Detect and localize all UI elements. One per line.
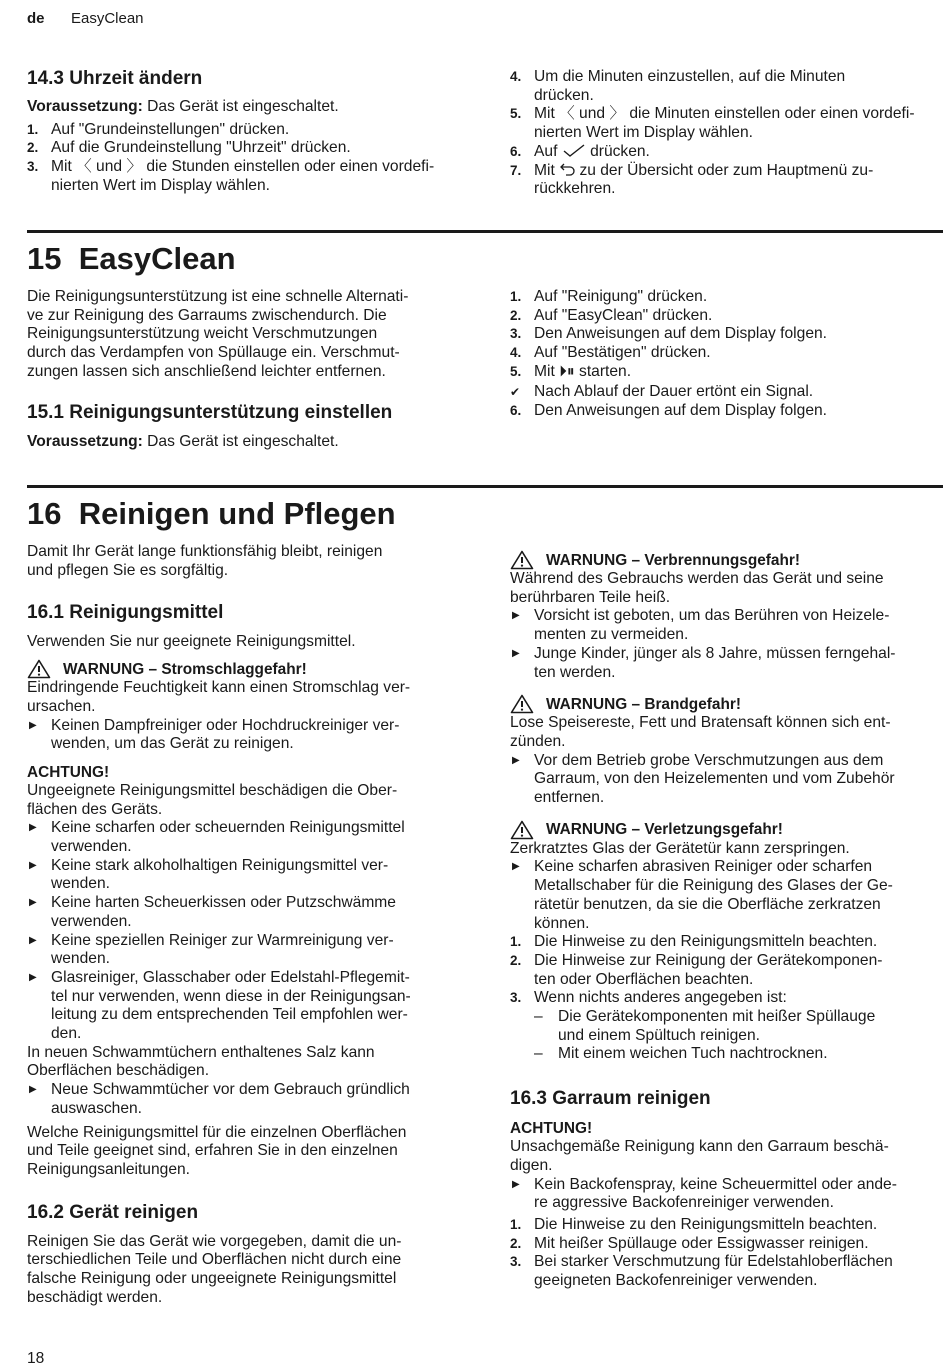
- step-list: [510, 933, 943, 1064]
- step-item: 2. Die Hinweise zur Reinigung der Gerätekomponen- ten oder Oberflächen beachten.: [510, 951, 883, 988]
- section-16-2-text: Reinigen Sie das Gerät wie vorgegeben, damit die un- terschiedlichen Teile und Oberflächen nicht durch eine falsche Reinigung oder ungeeignete Reinigungsmittel beschädigt werden.: [27, 1232, 402, 1306]
- result-item: ✔ Nach Ablauf der Dauer ertönt ein Signal.: [510, 382, 814, 400]
- step-item: 1. Auf "Grundeinstellungen" drücken.: [27, 120, 290, 138]
- step-item: 1. Auf "Reinigung" drücken.: [510, 288, 708, 305]
- bullet-item: ▶ Junge Kinder, jünger als 8 Jahre, müssen ferngehal- ten werden.: [512, 644, 896, 681]
- section-16-1-heading: 16.1 Reinigungsmittel: [27, 602, 224, 624]
- step-item: 3. Wenn nichts anderes angegeben ist:: [510, 989, 787, 1007]
- warning-title: WARNUNG – Stromschlaggefahr!: [27, 659, 467, 679]
- section-16-intro: Damit Ihr Gerät lange funktionsfähig bleibt, reinigen und pflegen Sie es sorgfältig.: [27, 543, 383, 579]
- section-15-intro: Die Reinigungsunterstützung ist eine schnelle Alternati- ve zur Reinigung des Garraums zwischendurch. Die Reinigungsunterstützung weicht Verschmutzungen durch das Verdampfen von Spüllauge ein. Verschmut- zungen lassen sich anschließend leichter entfernen.: [27, 288, 409, 380]
- result-check-icon: ✔: [510, 384, 521, 399]
- running-header: [27, 10, 144, 28]
- step-item: 2. Auf die Grundeinstellung "Uhrzeit" drücken.: [27, 139, 351, 157]
- step-item: 5. Mit 〈 und 〉 die Minuten einstellen oder einen vordefi- nierten Wert im Display wählen.: [510, 105, 915, 142]
- section-16-3-heading: 16.3 Garraum reinigen: [510, 1088, 711, 1110]
- bullet-item: ▶ Keine scharfen abrasiven Reiniger oder scharfen Metallschaber für die Reinigung des Glases der Ge- rätetür benutzen, da sie die Oberfläche zerkratzen können.: [512, 858, 893, 932]
- page-number: 18: [27, 1350, 45, 1367]
- attention-title: ACHTUNG!: [27, 763, 110, 781]
- step-item: 7. Mit zu der Übersicht oder zum Hauptmenü zu- rückkehren.: [510, 161, 874, 198]
- attention-title: ACHTUNG!: [510, 1120, 593, 1138]
- attention-block: ACHTUNG! Unsachgemäße Reinigung kann den Garraum beschä- digen. ▶ Kein Backofenspray, keine Scheuermittel oder ande- re aggressive Backofenreiniger verwenden.: [510, 1119, 943, 1213]
- section-16-1-text: Verwenden Sie nur geeignete Reinigungsmittel.: [27, 633, 356, 651]
- bullet-item: ▶ Keine scharfen oder scheuernden Reinigungsmittel verwenden.: [29, 819, 405, 856]
- prerequisite: Voraussetzung: Das Gerät ist eingeschaltet.: [27, 98, 339, 115]
- bullet-item: ▶ Keine harten Scheuerkissen oder Putzschwämme verwenden.: [29, 894, 396, 930]
- check-icon: [562, 144, 586, 158]
- step-item: 3. Den Anweisungen auf dem Display folgen.: [510, 325, 827, 343]
- bullet-item: ▶ Kein Backofenspray, keine Scheuermittel oder ande- re aggressive Backofenreiniger verwenden.: [512, 1175, 897, 1212]
- step-list: [510, 1216, 943, 1291]
- step-list: [27, 121, 467, 196]
- bullet-item: ▶ Keinen Dampfreiniger oder Hochdruckreiniger ver- wenden, um das Gerät zu reinigen.: [29, 716, 400, 753]
- section-14-3-heading: 14.3 Uhrzeit ändern: [27, 68, 203, 89]
- header-title: EasyClean: [70, 10, 144, 27]
- section-16-heading: 16 Reinigen und Pflegen: [27, 496, 396, 531]
- bullet-item: ▶ Keine stark alkoholhaltigen Reinigungsmittel ver- wenden.: [29, 856, 389, 893]
- warning-block-burn: WARNUNG – Verbrennungsgefahr! Während des Gebrauchs werden das Gerät und seine berührbaren Teile heiß. ▶ Vorsicht ist geboten, um das Berühren von Heizele- menten zu vermeiden. ▶ Junge Kinder, jünger als 8 Jahre, müssen ferngehal- ten werden.: [510, 550, 943, 682]
- warning-block-electric: WARNUNG – Stromschlaggefahr! Eindringende Feuchtigkeit kann einen Stromschlag ver- ursachen. ▶ Keinen Dampfreiniger oder Hochdruckreiniger ver- wenden, um das Gerät zu reinigen.: [27, 659, 467, 754]
- section-rule: [27, 230, 943, 233]
- step-item: 2. Auf "EasyClean" drücken.: [510, 306, 713, 324]
- warning-title: WARNUNG – Verletzungsgefahr!: [510, 820, 943, 840]
- step-item: 3. Bei starker Verschmutzung für Edelstahloberflächen geeigneten Backofenreiniger verwenden.: [510, 1253, 893, 1290]
- step-item: 5. Mit ⏵⏸ starten.: [510, 362, 632, 380]
- bullet-item: ▶ Vor dem Betrieb grobe Verschmutzungen aus dem Garraum, von den Heizelementen und vom Zubehör entfernen.: [512, 751, 895, 807]
- step-item: 2. Mit heißer Spüllauge oder Essigwasser reinigen.: [510, 1234, 869, 1252]
- closing-text: Welche Reinigungsmittel für die einzelnen Oberflächen und Teile geeignet sind, erfahren Sie in den einzelnen Reinigungsanleitungen.: [27, 1123, 407, 1178]
- warning-triangle-icon: [510, 694, 534, 714]
- section-rule: [27, 485, 943, 488]
- warning-title: WARNUNG – Brandgefahr!: [510, 694, 943, 714]
- section-15-heading: 15 EasyClean: [27, 241, 236, 276]
- section-15-1-heading: 15.1 Reinigungsunterstützung einstellen: [27, 401, 393, 423]
- back-arrow-icon: [559, 162, 575, 177]
- step-item: 1. Die Hinweise zu den Reinigungsmitteln beachten.: [510, 933, 878, 951]
- warning-block-fire: WARNUNG – Brandgefahr! Lose Speisereste, Fett und Bratensaft können sich ent- zünden. ▶ Vor dem Betrieb grobe Verschmutzungen aus dem Garraum, von den Heizelementen und vom Zubehör entfernen.: [510, 694, 943, 808]
- warning-title: WARNUNG – Verbrennungsgefahr!: [510, 550, 943, 570]
- step-item: 4. Auf "Bestätigen" drücken.: [510, 344, 711, 362]
- section-14-3-left: [27, 68, 467, 196]
- dash-item: – Mit einem weichen Tuch nachtrocknen.: [534, 1045, 828, 1063]
- attention-block: ACHTUNG! Ungeeignete Reinigungsmittel beschädigen die Ober- flächen des Geräts. ▶ Keine scharfen oder scheuernden Reinigungsmittel verwenden. ▶ Keine stark alkoholhaltigen Reinigungsmittel ver- wenden. ▶ Keine harten Scheuerkissen oder Putzschwämme verwenden. ▶ Keine speziellen Reiniger zur Warmreinigung ver- wenden. ▶ Glasreiniger, Glasschaber oder Edelstahl-Pflegemit- tel nur verwenden, wenn diese in der Reinigungsan- leitung zu dem entsprechenden Teil empfohlen wer- den. In neuen Schwammtüchern enthaltenes Salz kann Oberflächen beschädigen. ▶ Neue Schwammtücher vor dem Gebrauch gründlich auswaschen.: [27, 763, 467, 1119]
- dash-item: – Die Gerätekomponenten mit heißer Spüllauge und einem Spültuch reinigen.: [534, 1008, 876, 1044]
- section-16-2-heading: 16.2 Gerät reinigen: [27, 1201, 199, 1223]
- warning-triangle-icon: [27, 659, 51, 679]
- warning-triangle-icon: [510, 820, 534, 840]
- bullet-item: ▶ Vorsicht ist geboten, um das Berühren von Heizele- menten zu vermeiden.: [512, 607, 890, 644]
- header-language: de: [27, 10, 45, 27]
- step-item: 3. Mit 〈 und 〉 die Stunden einstellen oder einen vordefi- nierten Wert im Display wählen.: [27, 158, 435, 194]
- section-16-right: [510, 550, 943, 1291]
- section-16-left: [27, 497, 467, 1308]
- step-item: 1. Die Hinweise zu den Reinigungsmitteln beachten.: [510, 1215, 878, 1233]
- bullet-item: ▶ Keine speziellen Reiniger zur Warmreinigung ver- wenden.: [29, 931, 394, 968]
- prerequisite: Voraussetzung: Das Gerät ist eingeschaltet.: [27, 432, 339, 450]
- step-item: 6. Auf drücken.: [510, 142, 650, 160]
- step-item: 6. Den Anweisungen auf dem Display folgen.: [510, 402, 827, 420]
- warning-block-injury: WARNUNG – Verletzungsgefahr! Zerkratztes Glas der Gerätetür kann zerspringen. ▶ Keine scharfen abrasiven Reiniger oder scharfen Metallschaber für die Reinigung des Glases der Ge- rätetür benutzen, da sie die Oberfläche zerkratzen können.: [510, 820, 943, 934]
- bullet-item: ▶ Neue Schwammtücher vor dem Gebrauch gründlich auswaschen.: [29, 1081, 410, 1117]
- step-item: 4. Um die Minuten einzustellen, auf die Minuten drücken.: [510, 68, 846, 104]
- section-15-right: [510, 288, 943, 421]
- section-15-left: [27, 242, 467, 451]
- section-14-3-right: [510, 68, 943, 199]
- warning-triangle-icon: [510, 550, 534, 570]
- bullet-item: ▶ Glasreiniger, Glasschaber oder Edelstahl-Pflegemit- tel nur verwenden, wenn diese in der Reinigungsan- leitung zu dem entsprechenden Teil empfohlen wer- den.: [29, 968, 411, 1043]
